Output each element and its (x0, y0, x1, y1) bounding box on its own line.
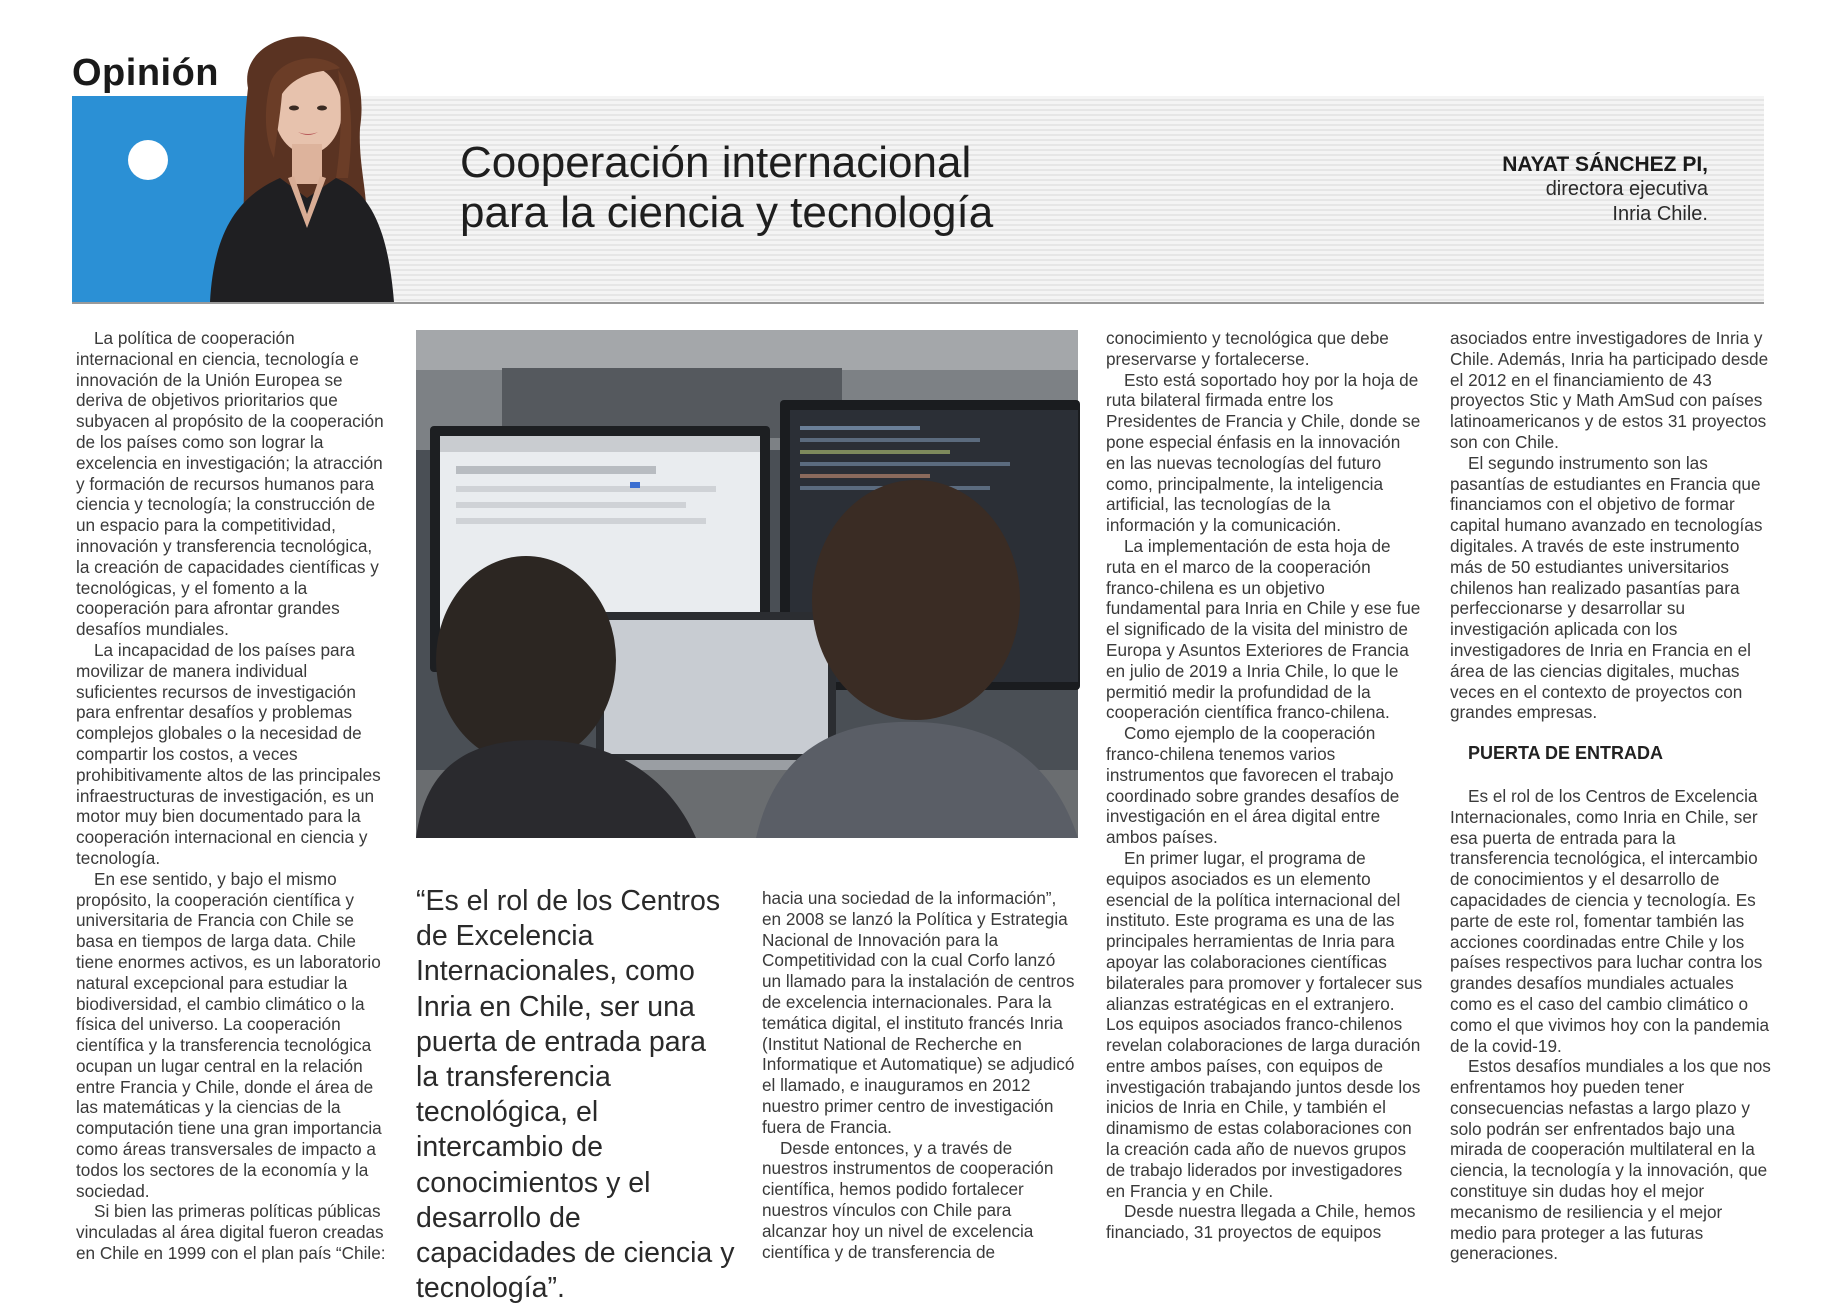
article-photo (416, 330, 1078, 838)
pull-quote: “Es el rol de los Centros de Excelencia Internacionales, como Inria en Chile, ser una puerta de entrada para la transferencia tecnológica, el intercambio de conocimientos y el desarrollo de capacidades de ciencia y tecnología”. (416, 885, 735, 1305)
paragraph: hacia una sociedad de la información”, en 2008 se lanzó la Política y Estrategia Nacional de Innovación para la Competitividad con la cual Corfo lanzó un llamado para la instalación de centros de excelencia internacionales. Para la temática digital, el instituto francés Inria (Institut National de Recherche en Informatique et Automatique) se adjudicó el llamado, e inauguramos en 2012 nuestro primer centro de investigación fuera de Francia. (762, 888, 1075, 1137)
paragraph: Estos desafíos mundiales a los que nos enfrentamos hoy pueden tener consecuencias nefastas a largo plazo y solo podrán ser enfrentados bajo una mirada de cooperación multilateral en la ciencia, la tecnología y la innovación, que constituye sin dudas hoy el mejor mecanismo de resiliencia y el mejor medio para proteger a las futuras generaciones. (1450, 1056, 1771, 1264)
paragraph: La incapacidad de los países para movilizar de manera individual suficientes recursos de investigación para enfrentar desafíos y problemas complejos globales o la necesidad de compartir los costos, a veces prohibitivamente altos de las principales infraestructuras de investigación, es un motor muy bien documentado para la cooperación internacional en ciencia y tecnología. (76, 639, 381, 868)
article-column-3 (762, 888, 1078, 1262)
header-rule (72, 302, 1764, 304)
article-column-4 (1106, 328, 1424, 1243)
article-column-1 (76, 328, 388, 1264)
section-label: Opinión (72, 52, 220, 94)
paragraph: En ese sentido, y bajo el mismo propósito, la cooperación científica y universitaria de Francia con Chile se basa en tiempos de larga data. Chile tiene enormes activos, es un laboratorio natural excepcional para estudiar la biodiversidad, el cambio climático o la física del universo. La cooperación científica y la transferencia tecnológica ocupan un lugar central en la relación entre Francia y Chile, donde el área de las matemáticas y la ciencias de la computación tiene una gran importancia como áreas transversales de impacto a todos los sectores de la economía y la sociedad. (76, 868, 382, 1201)
byline-author: NAYAT SÁNCHEZ PI, (1502, 153, 1708, 176)
article-column-5 (1450, 328, 1772, 1264)
headline (460, 138, 1160, 238)
paragraph: conocimiento y tecnológica que debe preservarse y fortalecerse. (1106, 328, 1389, 369)
paragraph: Esto está soportado hoy por la hoja de ruta bilateral firmada entre los Presidentes de Francia y Chile, donde se pone especial énfasis en la innovación en las nuevas tecnologías del futuro como, principalmente, la inteligencia artificial, las tecnologías de la información y la comunicación. (1106, 369, 1421, 536)
bullet-dot-icon (128, 140, 168, 180)
paragraph: Es el rol de los Centros de Excelencia Internacionales, como Inria en Chile, ser esa puerta de entrada para la transferencia tecnológica, el intercambio de conocimientos y el desarrollo de capacidades de ciencia y tecnología. Es parte de este rol, fomentar también las acciones coordinadas entre Chile y los países respectivos para luchar contra los grandes desafíos mundiales actuales como es el caso del cambio climático o como el que vivimos hoy con la pandemia de la covid-19. (1450, 785, 1770, 1056)
byline-role: directora ejecutiva (1545, 178, 1708, 200)
paragraph: Si bien las primeras políticas públicas vinculadas al área digital fueron creadas en Chile en 1999 con el plan país “Chile: (76, 1201, 386, 1264)
paragraph: El segundo instrumento son las pasantías de estudiantes en Francia que financiamos con el objetivo de formar capital humano avanzado en tecnologías digitales. A través de este instrumento más de 50 estudiantes universitarios chilenos han realizado pasantías para perfeccionarse y desarrollar su investigación aplicada con los investigadores de Inria en Francia en el área de las ciencias digitales, muchas veces en el contexto de proyectos con grandes empresas. (1450, 452, 1763, 723)
subheading: PUERTA DE ENTRADA (1468, 743, 1664, 764)
paragraph: La política de cooperación internacional en ciencia, tecnología e innovación de la Unión Europea se deriva de objetivos prioritarios que subyacen al propósito de la cooperación de los países como son lograr la excelencia en investigación; la atracción y formación de recursos humanos para ciencia y tecnología; la construcción de un espacio para la competitividad, innovación y transferencia tecnológica, la creación de capacidades científicas y tecnológicas, y el fomento a la cooperación para afrontar grandes desafíos mundiales. (76, 328, 384, 640)
paragraph: Desde nuestra llegada a Chile, hemos financiado, 31 proyectos de equipos (1106, 1201, 1416, 1243)
paragraph: Desde entonces, y a través de nuestros instrumentos de cooperación científica, hemos podido fortalecer nuestros vínculos con Chile para alcanzar hoy un nivel de excelencia científica y de transferencia de (762, 1137, 1054, 1262)
byline (1348, 152, 1708, 227)
paragraph: En primer lugar, el programa de equipos asociados es un elemento esencial de la política internacional del instituto. Este programa es una de las principales herramientas de Inria para apoyar las colaboraciones científicas bilaterales para promover y fortalecer sus alianzas estratégicas en el extranjero. Los equipos asociados franco-chilenos revelan colaboraciones de larga duración entre ambos países, con equipos de investigación trabajando juntos desde los inicios de Inria en Chile, y también el dinamismo de estas colaboraciones con la creación cada año de nuevos grupos de trabajo liderados por investigadores en Francia y en Chile. (1106, 847, 1423, 1201)
paragraph: Como ejemplo de la cooperación franco-chilena tenemos varios instrumentos que favorecen el trabajo coordinado sobre grandes desafíos de investigación en el área digital entre ambos países. (1106, 723, 1400, 848)
paragraph: asociados entre investigadores de Inria y Chile. Además, Inria ha participado desde el 2012 en el financiamiento de 43 proyectos Stic y Math AmSud con países latinoamericanos y de estos 31 proyectos son con Chile. (1450, 328, 1769, 452)
paragraph: La implementación de esta hoja de ruta en el marco de la cooperación franco-chilena es un objetivo fundamental para Inria en Chile y ese fue el significado de la visita del ministro de Europa y Asuntos Exteriores de Francia en julio de 2019 a Inria Chile, lo que le permitió medir la profundidad de la cooperación científica franco-chilena. (1106, 535, 1421, 723)
author-portrait (170, 28, 410, 302)
headline-line-1: Cooperación internacional (460, 138, 972, 187)
byline-org: Inria Chile. (1612, 203, 1708, 225)
headline-line-2: para la ciencia y tecnología (460, 188, 994, 237)
